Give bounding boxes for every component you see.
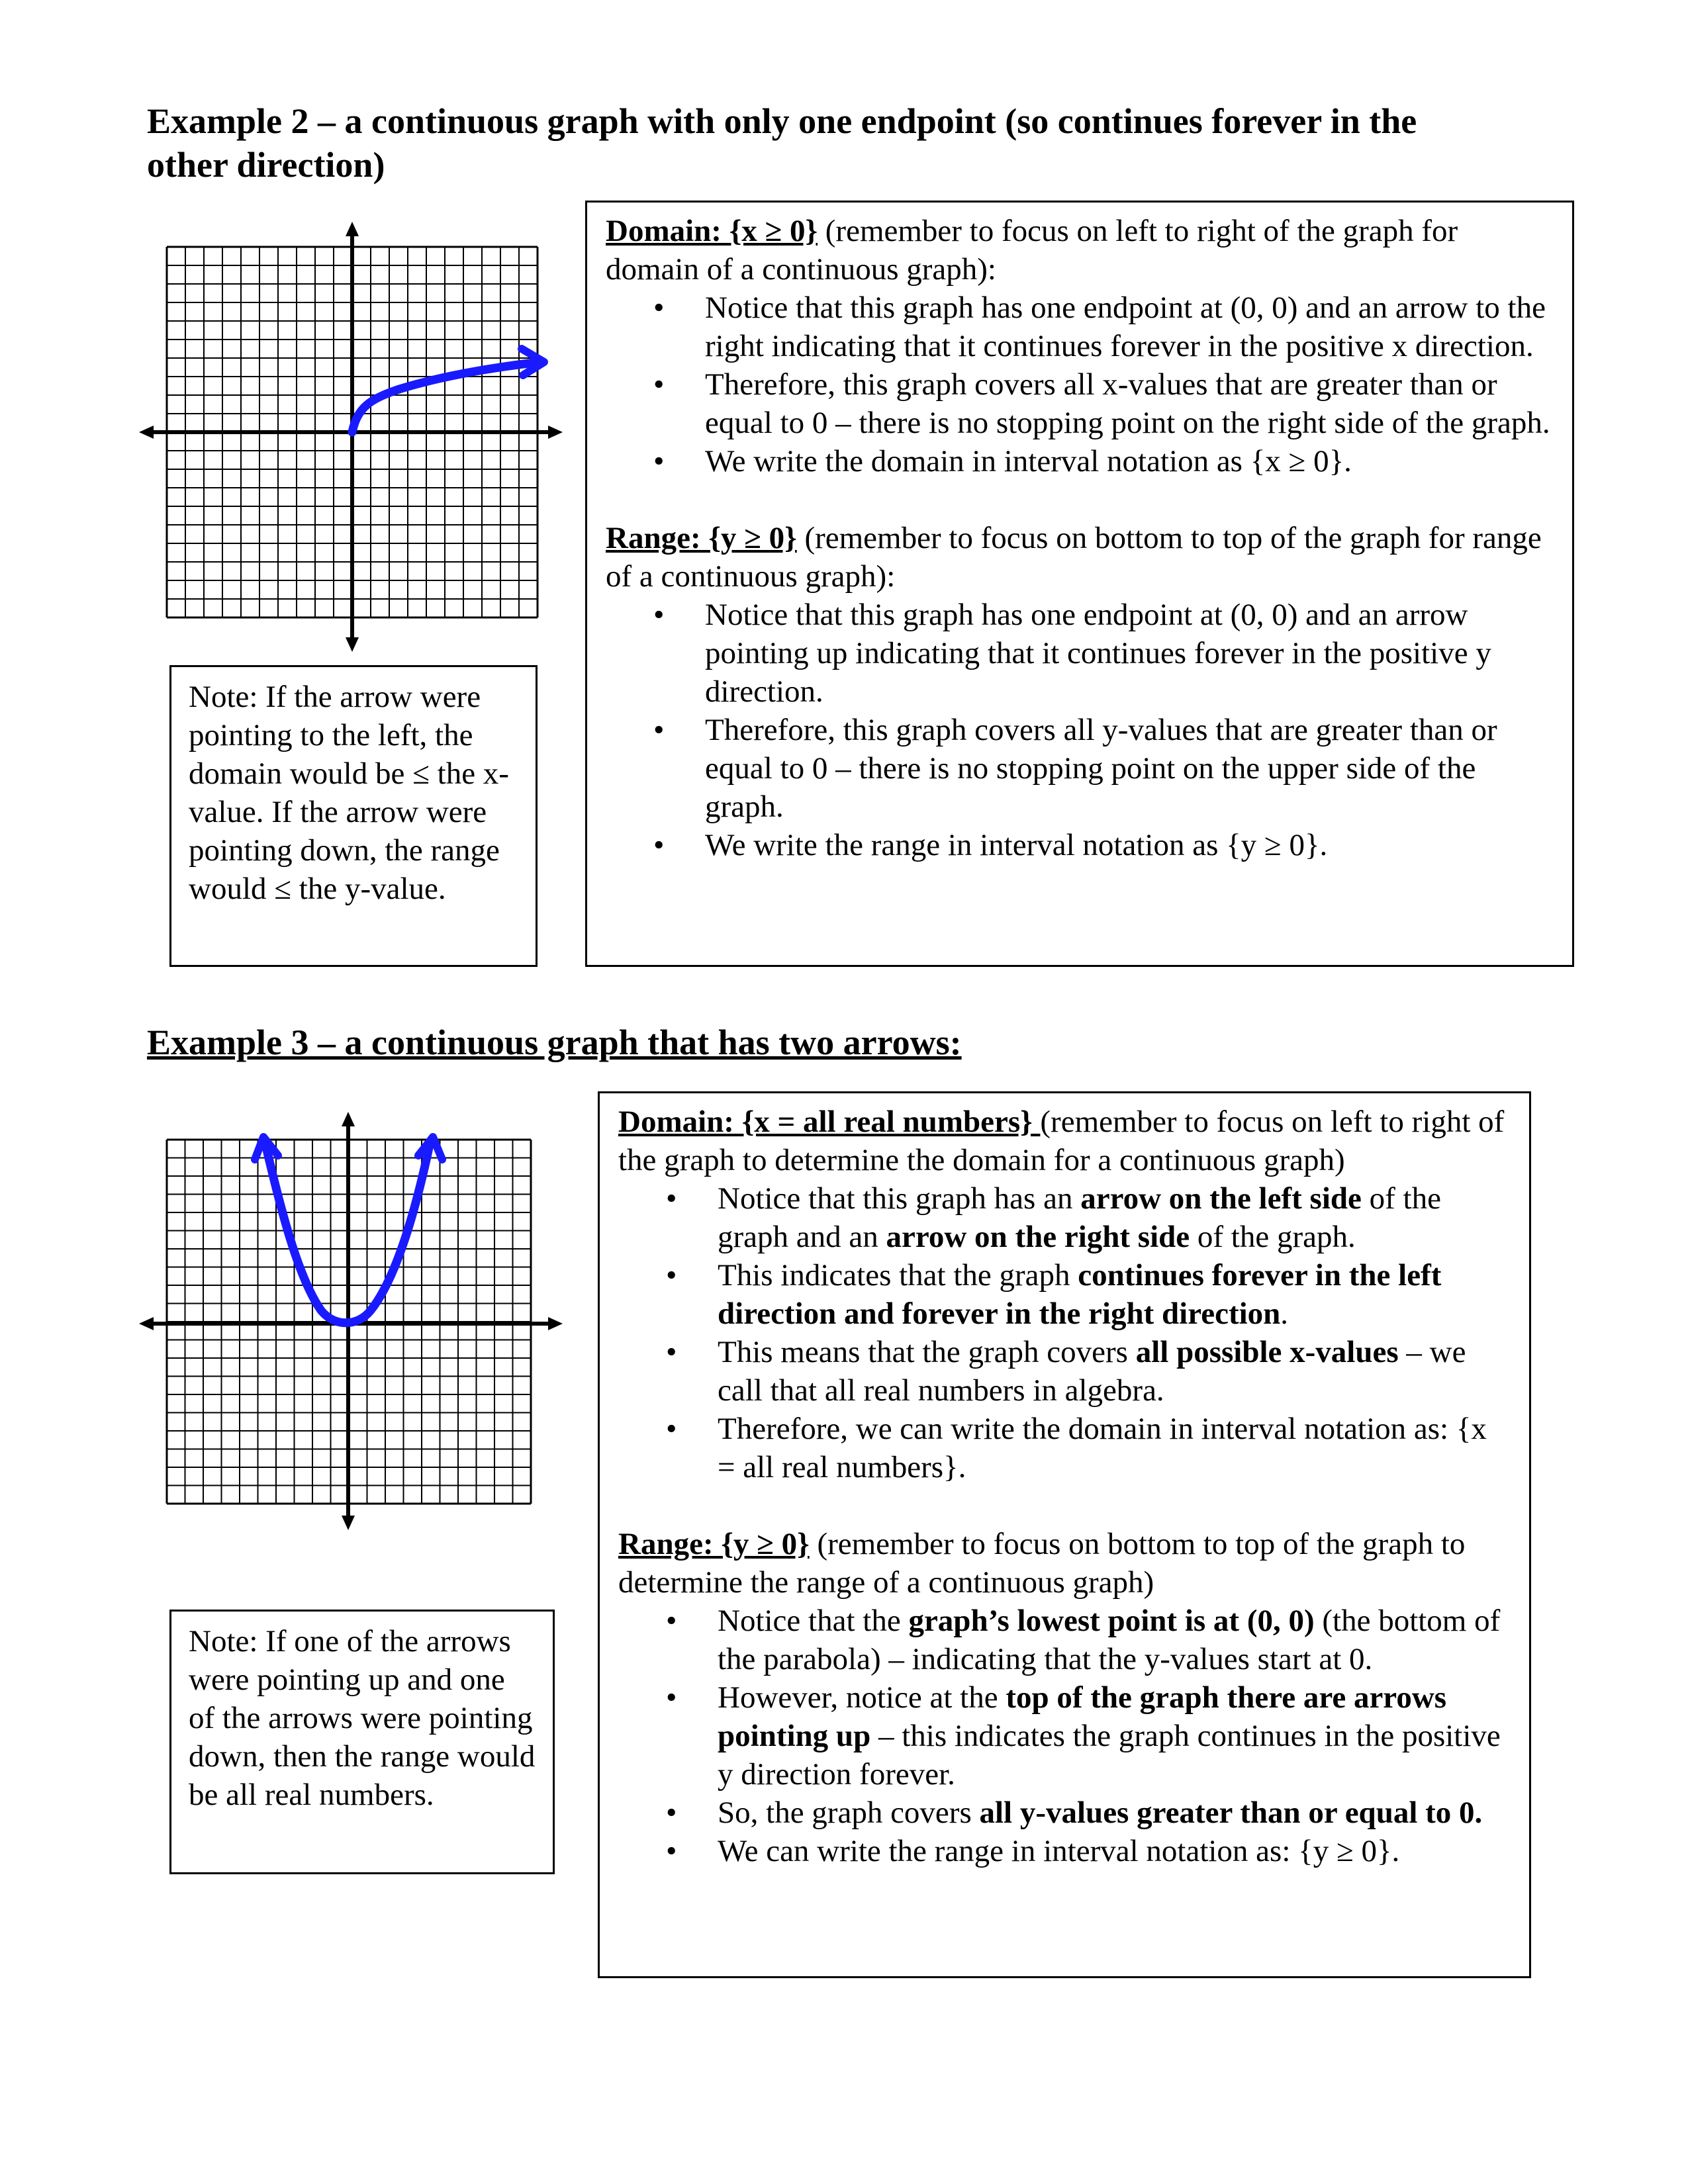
example2-heading (147, 99, 1570, 187)
list-item: • So, the graph covers all y-values greater than or equal to 0. (666, 1796, 1483, 1830)
example2-info-box (585, 201, 1574, 967)
example2-heading-line1: Example 2 – a continuous graph with only one endpoint (so continues forever in the (147, 101, 1417, 141)
list-item: • Notice that the graph’s lowest point is at (0, 0) (the bottom of the parabola) – indicating that the y-values start at 0. (666, 1604, 1501, 1676)
list-item: • This indicates that the graph continues forever in the left direction and forever in the right direction. (666, 1258, 1442, 1331)
list-item: • We write the domain in interval notation as {x ≥ 0}. (653, 444, 1352, 478)
example2-graph (139, 222, 563, 659)
list-item: • Notice that this graph has an arrow on the left side of the graph and an arrow on the right side of the graph. (666, 1181, 1441, 1254)
example2-note-text: Note: If the arrow were pointing to the left, the domain would be ≤ the x-value. If the arrow were pointing down, the range would ≤ the y-value. (189, 680, 509, 906)
example3-domain-list (618, 1179, 1511, 1486)
example2-note-box (169, 665, 538, 967)
sqrt-curve (352, 362, 539, 432)
example2-range-intro (606, 519, 1554, 596)
example3-domain-title: Domain: {x = all real numbers} (618, 1105, 1041, 1139)
example3-graph (139, 1112, 563, 1535)
example3-info-box (598, 1091, 1531, 1978)
example2-range-title: Range: {y ≥ 0} (606, 521, 797, 555)
list-item: • This means that the graph covers all possible x-values – we call that all real numbers in algebra. (666, 1335, 1466, 1408)
example2-domain-list (606, 289, 1554, 480)
example2-range-list (606, 596, 1554, 864)
example2-domain-intro (606, 212, 1554, 289)
list-item: • Therefore, this graph covers all y-values that are greater than or equal to 0 – there is no stopping point on the upper side of the graph. (653, 713, 1497, 824)
example3-note-box (169, 1610, 555, 1874)
example3-range-intro (618, 1525, 1511, 1602)
example3-heading: Example 3 – a continuous graph that has two arrows: (147, 1023, 962, 1062)
example2-axes (139, 222, 563, 652)
list-item: • However, notice at the top of the graph there are arrows pointing up – this indicates the graph continues in the positive y direction forever. (666, 1680, 1501, 1792)
example2-domain-desc: (remember to focus on left to right of the graph for domain of a continuous graph): (606, 214, 1458, 287)
example3-domain-intro (618, 1103, 1511, 1179)
example3-domain-desc: (remember to focus on left to right of the graph to determine the domain for a continuous graph) (618, 1105, 1505, 1177)
example2-domain-title: Domain: {x ≥ 0} (606, 214, 818, 248)
list-item: • Therefore, we can write the domain in interval notation as: {x = all real numbers}. (666, 1412, 1487, 1484)
list-item: • Notice that this graph has one endpoint at (0, 0) and an arrow pointing up indicating that it continues forever in the positive y direction. (653, 598, 1491, 709)
list-item: • We write the range in interval notation as {y ≥ 0}. (653, 828, 1328, 862)
list-item: • Therefore, this graph covers all x-values that are greater than or equal to 0 – there is no stopping point on the right side of the graph. (653, 367, 1550, 440)
example2-heading-line2: other direction) (147, 145, 385, 185)
example3-range-title: Range: {y ≥ 0} (618, 1527, 810, 1561)
list-item: • We can write the range in interval notation as: {y ≥ 0}. (666, 1834, 1400, 1868)
example2-range-desc: (remember to focus on bottom to top of the graph for range of a continuous graph): (606, 521, 1542, 594)
list-item: • Notice that this graph has one endpoint at (0, 0) and an arrow to the right indicating that it continues forever in the positive x direction. (653, 291, 1546, 363)
example3-range-list (618, 1602, 1511, 1870)
example3-note-text: Note: If one of the arrows were pointing up and one of the arrows were pointing down, then the range would be all real numbers. (189, 1624, 536, 1812)
example3-range-desc: (remember to focus on bottom to top of the graph to determine the range of a continuous graph) (618, 1527, 1466, 1600)
